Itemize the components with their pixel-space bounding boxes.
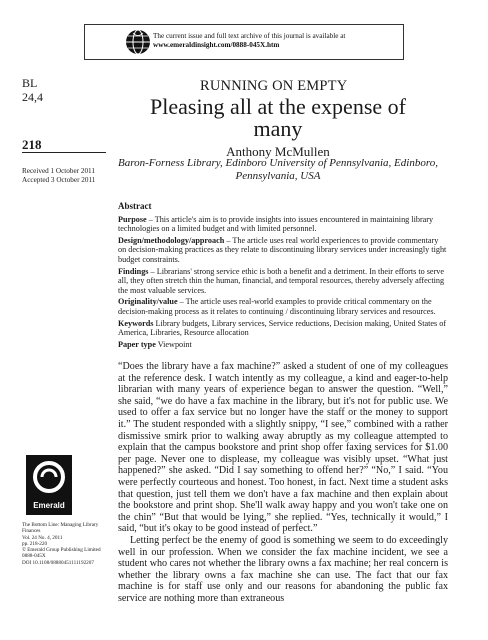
journal-header-box: [84, 24, 404, 60]
footer-line: © Emerald Group Publishing Limited: [22, 547, 101, 554]
emerald-logo: [26, 455, 72, 515]
purpose-text: – This article's aim is to provide insights into issues encountered in maintaining library technologies on a limited budget and with limited personnel.: [118, 214, 434, 234]
abstract-heading: Abstract: [118, 201, 152, 211]
abstract-paper-type: [118, 340, 448, 350]
journal-abbrev: BL: [22, 76, 38, 90]
title-line-2: many: [253, 116, 303, 141]
globe-icon: [125, 29, 151, 55]
header-url[interactable]: www.emeraldinsight.com/0888-045X.htm: [153, 41, 280, 49]
footer-line: 0888-045X: [22, 553, 46, 560]
article-body: [118, 361, 448, 604]
footer-line: Vol. 24 No. 4, 2011: [22, 534, 63, 541]
title-line-1: Pleasing all at the expense of: [150, 94, 406, 119]
originality-label: Originality/value: [118, 297, 178, 307]
author-affiliation: [118, 157, 438, 182]
journal-volume: 24,4: [22, 90, 43, 104]
header-text: [153, 32, 345, 50]
design-label: Design/methodology/approach: [118, 235, 225, 245]
page-number: 218: [22, 137, 42, 152]
article-title: [118, 96, 438, 140]
page-divider: [22, 152, 106, 153]
author-name: Anthony McMullen: [226, 144, 330, 159]
body-paragraph-2: Letting perfect be the enemy of good is something we seem to do exceedingly well in our profession. When we consider the fax machine incident, we see a student who cares not whether the library owns a fax machine; her real concern is whether the library owns a fax machine she can use. The fact that our fax machine is for staff use only and our reasons for abandoning the public fax service are nothing more than extraneous: [118, 534, 448, 604]
footer-line: DOI 10.1108/08880451111192207: [22, 559, 94, 566]
article-dates: [22, 167, 95, 185]
keywords-text: Library budgets, Library services, Service reductions, Decision making, United States of America, Libraries, Resource allocation: [118, 318, 447, 338]
journal-code: [22, 76, 43, 104]
publication-info: [22, 522, 117, 566]
header-line: The current issue and full text archive of this journal is available at: [153, 32, 346, 40]
affiliation-line-1: Baron-Forness Library, Edinboro University of Pennsylvania, Edinboro,: [118, 157, 438, 169]
abstract-design: [118, 236, 448, 265]
abstract-findings: [118, 267, 448, 296]
abstract-originality: [118, 297, 448, 316]
findings-text: – Librarians' strong service ethic is both a benefit and a detriment. In their efforts to serve all, they often stretch thin the human, financial, and temporal resources, thereby adversely affecting the most valuable services.: [118, 266, 445, 295]
footer-line: Finances: [22, 528, 41, 535]
paper-type-text: Viewpoint: [155, 339, 192, 349]
footer-line: The Bottom Line: Managing Library: [22, 522, 99, 528]
originality-text: – The article uses real-world examples to provide critical commentary on the decision-making process as it relates to continuing / discontinuing library services and resources.: [118, 297, 436, 316]
logo-text: Emerald: [33, 501, 65, 510]
affiliation-line-2: Pennsylvania, USA: [235, 169, 321, 182]
section-heading: RUNNING ON EMPTY: [200, 78, 348, 94]
emerald-logo-mark: [26, 455, 72, 515]
findings-label: Findings: [118, 266, 149, 276]
paper-type-label: Paper type: [118, 339, 156, 349]
abstract: [118, 202, 448, 351]
keywords-label: Keywords: [118, 318, 154, 328]
abstract-keywords: [118, 319, 448, 338]
design-text: – The article uses real world experiences to provide commentary on decision-making practices as they relate to discontinuing library services under increasingly tight budget constraints.: [118, 235, 447, 264]
purpose-label: Purpose: [118, 214, 147, 224]
accepted-date: Accepted 3 October 2011: [22, 176, 96, 184]
abstract-purpose: [118, 215, 448, 234]
footer-line: pp. 218-220: [22, 540, 48, 547]
received-date: Received 1 October 2011: [22, 167, 95, 175]
body-paragraph-1: “Does the library have a fax machine?” asked a student of one of my colleagues at the reference desk. I watch intently as my colleague, a kind and eager-to-help librarian with many years of experience began to answer the question. “Well,” she said, “we do have a fax machine in the library, but it's not for public use. We used to offer a fax service but no longer have the staff or the money to support it.” The student responded with a slightly snippy, “I see,” combined with a rather dismissive smirk prior to walking away abruptly as my colleague attempted to explain that the campus bookstore and print shop offer faxing services for $1.00 per page. Never one to displease, my colleague was visibly upset. “What just happened?” she asked. “Did I say something to offend her?” “No,” I said. “You were perfectly courteous and honest. Too honest, in fact. Next time a student asks that question, just tell them we don't have a fax machine and then explain about the bookstore and print shop. She'll walk away happy and you won't take one on the chin” “But that would be lying,” she replied. “Yes, technically it would,” I said, “but it's okay to be good instead of perfect.”: [118, 361, 448, 535]
